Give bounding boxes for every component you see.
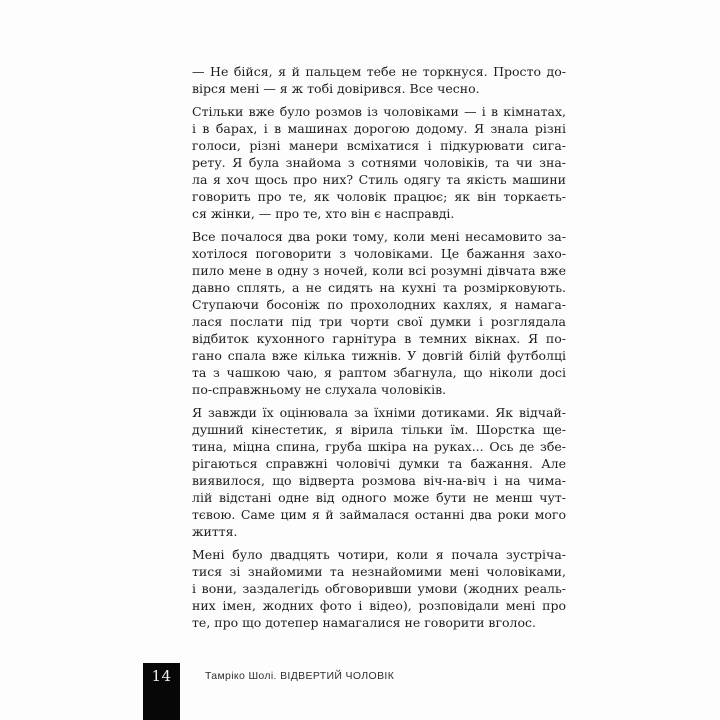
paragraph bbox=[192, 103, 566, 222]
text-line: Ступаючи босоніж по прохолодних кахлях, я намага- bbox=[192, 297, 566, 312]
text-line: Мені було двадцять чотири, коли я почала зустріча- bbox=[192, 547, 566, 562]
text-line: ся жінки, — про те, хто він є насправді. bbox=[192, 206, 455, 221]
body-text-block bbox=[192, 63, 566, 631]
text-line: пило мене в одну з ночей, коли всі розумні дівчата вже bbox=[192, 263, 566, 278]
paragraph bbox=[192, 404, 566, 540]
text-line: вірся мені — я ж тобі довірився. Все чесно. bbox=[192, 81, 480, 96]
text-line: говорить про те, як чоловік працює; як він торкаєть- bbox=[192, 189, 566, 204]
paragraph bbox=[192, 546, 566, 631]
text-line: те, про що дотепер намагалися не говорити вголос. bbox=[192, 615, 536, 630]
text-line: і вони, заздалегідь обговоривши умови (жодних реаль- bbox=[192, 581, 566, 596]
text-line: гано спала вже кілька тижнів. У довгій білій футболці bbox=[192, 348, 566, 363]
text-line: душний кінестетик, я вірила тільки їм. Шорстка ще- bbox=[192, 422, 566, 437]
text-line: відбиток кухонного гарнітура в темних вікнах. Я по- bbox=[192, 331, 566, 346]
text-line: ла я хоч щось про них? Стиль одягу та якість машини bbox=[192, 172, 566, 187]
text-line: тися зі знайомими та незнайомими мені чоловіками, bbox=[192, 564, 566, 579]
text-line: та з чашкою чаю, я раптом збагнула, що ніколи досі bbox=[192, 365, 566, 380]
text-line: виявилося, що відверта розмова віч-на-віч і на чима- bbox=[192, 473, 566, 488]
text-line: голоси, різні манери всміхатися і підкурювати сига- bbox=[192, 138, 566, 153]
text-line: по-справжньому не слухала чоловіків. bbox=[192, 382, 447, 397]
text-line: — Не бійся, я й пальцем тебе не торкнуся. Просто до- bbox=[192, 64, 566, 79]
text-line: і в барах, і в машинах дорогою додому. Я знала різні bbox=[192, 121, 566, 136]
paragraph bbox=[192, 228, 566, 398]
text-line: давно сплять, а не сидять на кухні та розмірковують. bbox=[192, 280, 566, 295]
text-line: тєвою. Саме цим я й займалася останні два роки мого bbox=[192, 507, 566, 522]
text-line: лій відстані одне від одного може бути не менш чут- bbox=[192, 490, 566, 505]
running-title: Тамріко Шолі. ВІДВЕРТИЙ ЧОЛОВІК bbox=[205, 670, 395, 682]
text-line: тина, міцна спина, груба шкіра на руках... Ось де збе- bbox=[192, 439, 566, 454]
text-line: рігаються справжні чоловічі думки та бажання. Але bbox=[192, 456, 566, 471]
text-line: Я завжди їх оцінювала за їхніми дотиками. Як відчай- bbox=[192, 405, 566, 420]
text-line: них імен, жодних фото і відео), розповідали мені про bbox=[192, 598, 566, 613]
page-number-box bbox=[143, 663, 180, 720]
text-line: життя. bbox=[192, 524, 238, 539]
text-line: лася послати під три чорти свої думки і розглядала bbox=[192, 314, 566, 329]
text-line: рету. Я була знайома з сотнями чоловіків, та чи зна- bbox=[192, 155, 566, 170]
page-number: 14 bbox=[151, 667, 172, 685]
paragraph bbox=[192, 63, 566, 97]
text-line: Все почалося два роки тому, коли мені несамовито за- bbox=[192, 229, 566, 244]
text-line: хотілося поговорити з чоловіками. Це бажання захо- bbox=[192, 246, 566, 261]
text-line: Стільки вже було розмов із чоловіками — і в кімнатах, bbox=[192, 104, 566, 119]
